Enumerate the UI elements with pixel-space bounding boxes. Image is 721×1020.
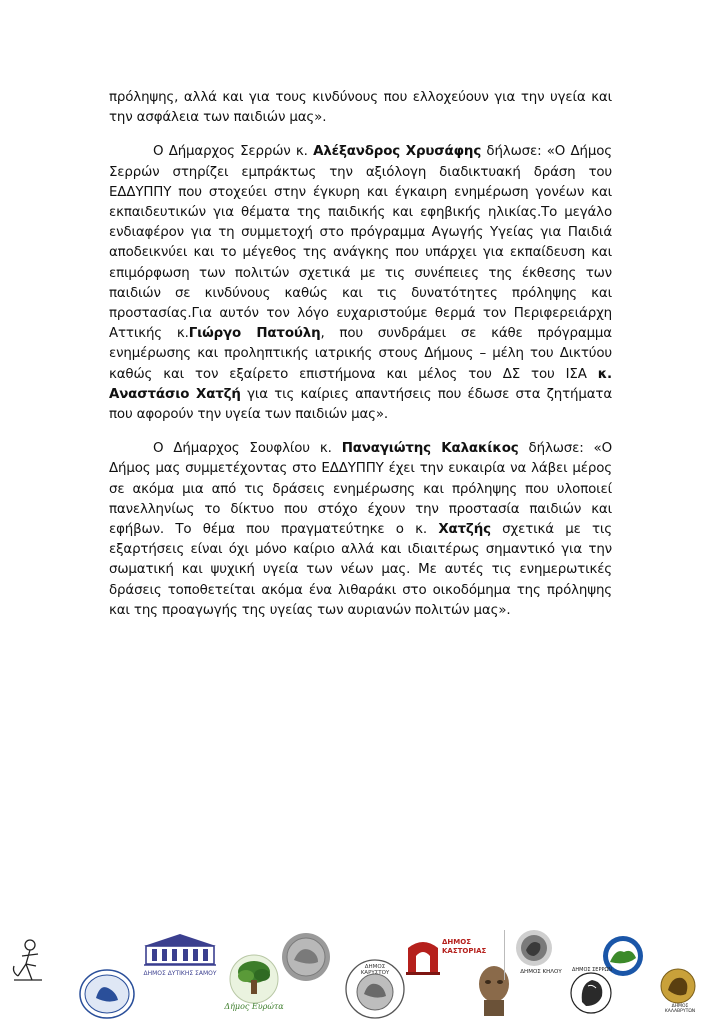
text-run: δήλωσε: «Ο Δήμος Σερρών στηρίζει εμπράκτως την αξιόλογη διαδικτυακή δράση του ΕΔΔΥΠΠΥ που στοχεύει στην έγκυρη και έγκαιρη ενημέρωση γονέων και εκπαιδευτικών για θέματα της παιδικής και εφηβικής ηλικίας.Το μεγάλο ενδιαφέρον για τη συμμετοχή στο πρόγραμμα Αγωγής Υγείας για Παιδιά αποδεικνύει και το μέγεθος της ανάγκης που υπάρχει για εκπαίδευση και επιμόρφωση των πολιτών σχετικά με τις συνέπειες της έκθεσης των παιδιών σε κινδύνους καθώς και τις δυνατότητες πρόληψης και προστασίας.Για αυτόν τον λόγο ευχαριστούμε θερμά τον Περιφερειάρχη Αττικής κ. <box>109 144 612 342</box>
silver-coin-logo <box>280 932 332 982</box>
evrota-tree-logo <box>224 954 284 1011</box>
mayor-name: Αλέξανδρος Χρυσάφης <box>313 144 482 160</box>
logo-caption: ΔΗΜΟΣ ΚΑΡΥΣΤΟΥ <box>360 964 390 976</box>
kilou-logo <box>514 928 566 975</box>
kalavryton-logo <box>658 968 702 1014</box>
logo-caption: ΔΗΜΟΣ ΣΕΡΡΩΝ <box>571 967 613 973</box>
paragraph-continuation <box>109 88 612 128</box>
doctor-name: Χατζής <box>438 522 491 538</box>
doctor-name: κ. Αναστάσιο Χατζή <box>109 366 612 402</box>
text-run: δήλωσε: «Ο Δήμος μας συμμετέχοντας στο ΕΔΔΥΠΠΥ έχει την ευκαιρία να λάβει μέρος σε ακόμα μια από τις δράσεις ενημέρωσης και πρόληψης που υλοποιεί πανελληνίως το δίκτυο που στόχο έχουν την προστασία παιδιών και εφήβων. Το θέμα που πραγματεύτηκε ο κ. <box>109 441 612 538</box>
coin-logo <box>78 968 136 1020</box>
document-body <box>109 88 612 635</box>
logo-caption: ΔΗΜΟΣ ΚΑΣΤΟΡΙΑΣ <box>442 938 487 955</box>
kastorias-logo <box>404 934 487 976</box>
mayor-name: Παναγιώτης Καλακίκος <box>341 441 519 457</box>
text-run: Ο Δήμαρχος Σερρών κ. <box>153 144 314 160</box>
logo-caption: ΔΗΜΟΣ ΔΥΤΙΚΗΣ ΣΑΜΟΥ <box>143 970 217 977</box>
logo-caption: ΔΗΜΟΣ ΚΑΛΑΒΡΥΤΩΝ <box>664 1004 696 1014</box>
text-run: σχετικά με τις εξαρτήσεις είναι όχι μόνο καίριο αλλά και ιδιαιτέρως σημαντικό για την σωματική και ψυχική υγεία των νέων μας. Με αυτές τις ενημερωτικές δράσεις τοποθετείται ακόμα ένα λιθαράκι στο οικοδόμημα της πρόληψης και της προαγωγής της υγείας των αυριανών πολιτών μας». <box>109 522 612 618</box>
text-run: για τις καίριες απαντήσεις που έδωσε στα ζητήματα που αφορούν την υγεία των παιδιών μας». <box>109 386 612 423</box>
serron-logo <box>568 967 614 1014</box>
logo-caption: ΔΗΜΟΣ ΚΗΛΟΥ <box>520 969 562 975</box>
hermes-figure-logo <box>8 936 48 984</box>
karystou-logo <box>344 958 406 1020</box>
statue-head-logo <box>474 964 514 1018</box>
paragraph-serres-mayor <box>109 142 612 425</box>
text-run: Ο Δήμαρχος Σουφλίου κ. <box>153 441 342 457</box>
municipality-logos-strip <box>0 920 721 1020</box>
dytiki-samos-logo <box>140 930 220 977</box>
text-run: , που συνδράμει σε κάθε πρόγραμμα ενημέρωσης και προληπτικής ιατρικής στους Δήμους – μέλη του Δικτύου καθώς και τον εξαίρετο επιστήμονα και μέλος του ΔΣ του ΙΣΑ <box>109 326 612 382</box>
divider <box>504 930 505 980</box>
governor-name: Γιώργο Πατούλη <box>188 326 321 342</box>
text-run: πρόληψης, αλλά και για τους κινδύνους που ελλοχεύουν για την υγεία και την ασφάλεια των παιδιών μας». <box>109 90 612 126</box>
paragraph-soufli-mayor <box>109 439 612 621</box>
logo-caption: Δήμος Ευρώτα <box>224 1002 284 1011</box>
